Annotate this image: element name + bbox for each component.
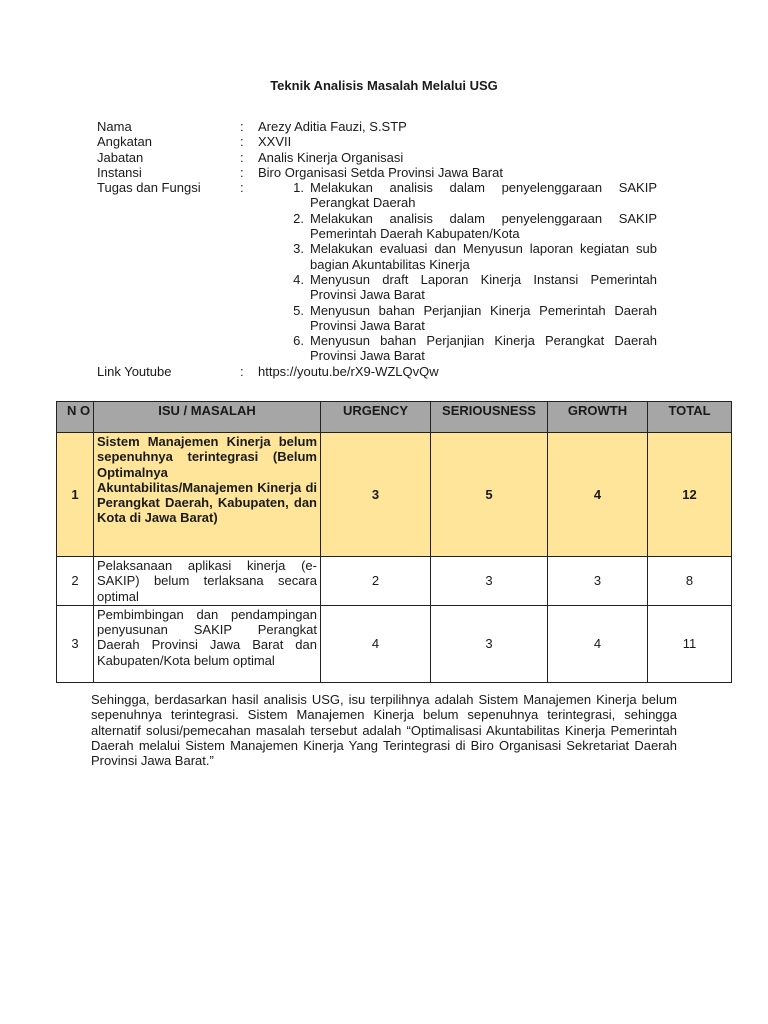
duty-item <box>258 303 657 334</box>
header-total: TOTAL <box>648 402 732 433</box>
info-row-jabatan <box>97 150 657 165</box>
cell-no: 3 <box>57 605 94 682</box>
identity-table <box>97 119 657 379</box>
info-row-instansi <box>97 165 657 180</box>
cell-no: 1 <box>57 433 94 557</box>
info-label: Instansi <box>97 164 142 180</box>
header-seriousness: SERIOUSNESS <box>431 402 548 433</box>
header-issue: ISU / MASALAH <box>94 402 321 433</box>
duty-number: 2. <box>293 210 304 226</box>
info-colon: : <box>240 134 244 150</box>
info-value: XXVII <box>258 134 292 150</box>
table-header-row <box>57 402 732 433</box>
duty-text: Melakukan analisis dalam penyelenggaraan SAKIP Pemerintah Daerah Kabupaten/Kota <box>310 210 657 242</box>
info-colon: : <box>240 164 244 180</box>
duty-text: Menyusun bahan Perjanjian Kinerja Perangkat Daerah Provinsi Jawa Barat <box>310 333 657 364</box>
cell-growth: 3 <box>548 557 648 606</box>
cell-urgency: 2 <box>321 557 431 606</box>
info-label: Jabatan <box>97 149 144 165</box>
info-colon: : <box>240 119 244 134</box>
cell-seriousness: 3 <box>431 557 548 606</box>
duties-list <box>258 180 657 364</box>
duty-text: Menyusun draft Laporan Kinerja Instansi Pemerintah Provinsi Jawa Barat <box>310 271 657 303</box>
table-row <box>57 605 732 682</box>
usg-table <box>56 401 732 683</box>
info-label: Angkatan <box>97 134 152 150</box>
duty-text: Melakukan analisis dalam penyelenggaraan SAKIP Perangkat Daerah <box>310 180 657 211</box>
cell-issue: Pembimbingan dan pendampingan penyusunan SAKIP Perangkat Daerah Provinsi Jawa Barat dan Kabupaten/Kota belum optimal <box>94 605 321 682</box>
page-title: Teknik Analisis Masalah Melalui USG <box>270 78 498 93</box>
info-row-nama <box>97 119 657 134</box>
duty-text: Melakukan evaluasi dan Menyusun laporan kegiatan sub bagian Akuntabilitas Kinerja <box>310 241 657 272</box>
cell-total: 11 <box>648 605 732 682</box>
info-label: Link Youtube <box>97 363 172 379</box>
info-value: Biro Organisasi Setda Provinsi Jawa Barat <box>258 164 503 180</box>
cell-seriousness: 5 <box>431 433 548 557</box>
info-value: Arezy Aditia Fauzi, S.STP <box>258 119 407 134</box>
duty-item <box>258 180 657 211</box>
info-colon: : <box>240 363 244 379</box>
table-row <box>57 433 732 557</box>
info-label: Tugas dan Fungsi <box>97 180 201 196</box>
cell-seriousness: 3 <box>431 605 548 682</box>
cell-issue: Pelaksanaan aplikasi kinerja (e-SAKIP) belum terlaksana secara optimal <box>94 557 321 606</box>
info-colon: : <box>240 149 244 165</box>
cell-issue: Sistem Manajemen Kinerja belum sepenuhnya terintegrasi (Belum Optimalnya Akuntabilitas/Manajemen Kinerja di Perangkat Daerah, Kabupaten, dan Kota di Jawa Barat) <box>94 433 321 557</box>
duty-number: 6. <box>293 333 304 349</box>
info-colon: : <box>240 180 244 196</box>
duty-item <box>258 272 657 303</box>
info-row-youtube <box>97 364 657 379</box>
info-row-angkatan <box>97 134 657 149</box>
header-growth: GROWTH <box>548 402 648 433</box>
info-label: Nama <box>97 119 132 134</box>
info-row-tugas <box>97 180 657 364</box>
cell-growth: 4 <box>548 605 648 682</box>
header-urgency: URGENCY <box>321 402 431 433</box>
duty-number: 5. <box>293 302 304 318</box>
duty-number: 1. <box>293 180 304 196</box>
conclusion-paragraph: Sehingga, berdasarkan hasil analisis USG, isu terpilihnya adalah Sistem Manajemen Kinerja belum sepenuhnya terintegrasi. Sistem Manajemen Kinerja belum sepenuhnya terintegrasi, sehingga alternatif solusi/pemecahan masalah tersebut adalah “Optimalisasi Akuntabilitas Kinerja Pemerintah Daerah melalui Sistem Manajemen Kinerja Yang Terintegrasi di Biro Organisasi Sekretariat Daerah Provinsi Jawa Barat.” <box>91 692 677 769</box>
cell-urgency: 4 <box>321 605 431 682</box>
cell-urgency: 3 <box>321 433 431 557</box>
duty-item <box>258 333 657 364</box>
info-value <box>258 180 657 364</box>
duty-number: 4. <box>293 271 304 287</box>
cell-total: 12 <box>648 433 732 557</box>
duty-item <box>258 241 657 272</box>
duty-text: Menyusun bahan Perjanjian Kinerja Pemerintah Daerah Provinsi Jawa Barat <box>310 302 657 333</box>
header-no: N O <box>57 402 94 433</box>
youtube-link[interactable]: https://youtu.be/rX9-WZLQvQw <box>258 363 439 379</box>
duty-item <box>258 211 657 242</box>
table-row <box>57 557 732 606</box>
cell-no: 2 <box>57 557 94 606</box>
cell-growth: 4 <box>548 433 648 557</box>
duty-number: 3. <box>293 241 304 257</box>
info-value: Analis Kinerja Organisasi <box>258 149 404 165</box>
cell-total: 8 <box>648 557 732 606</box>
